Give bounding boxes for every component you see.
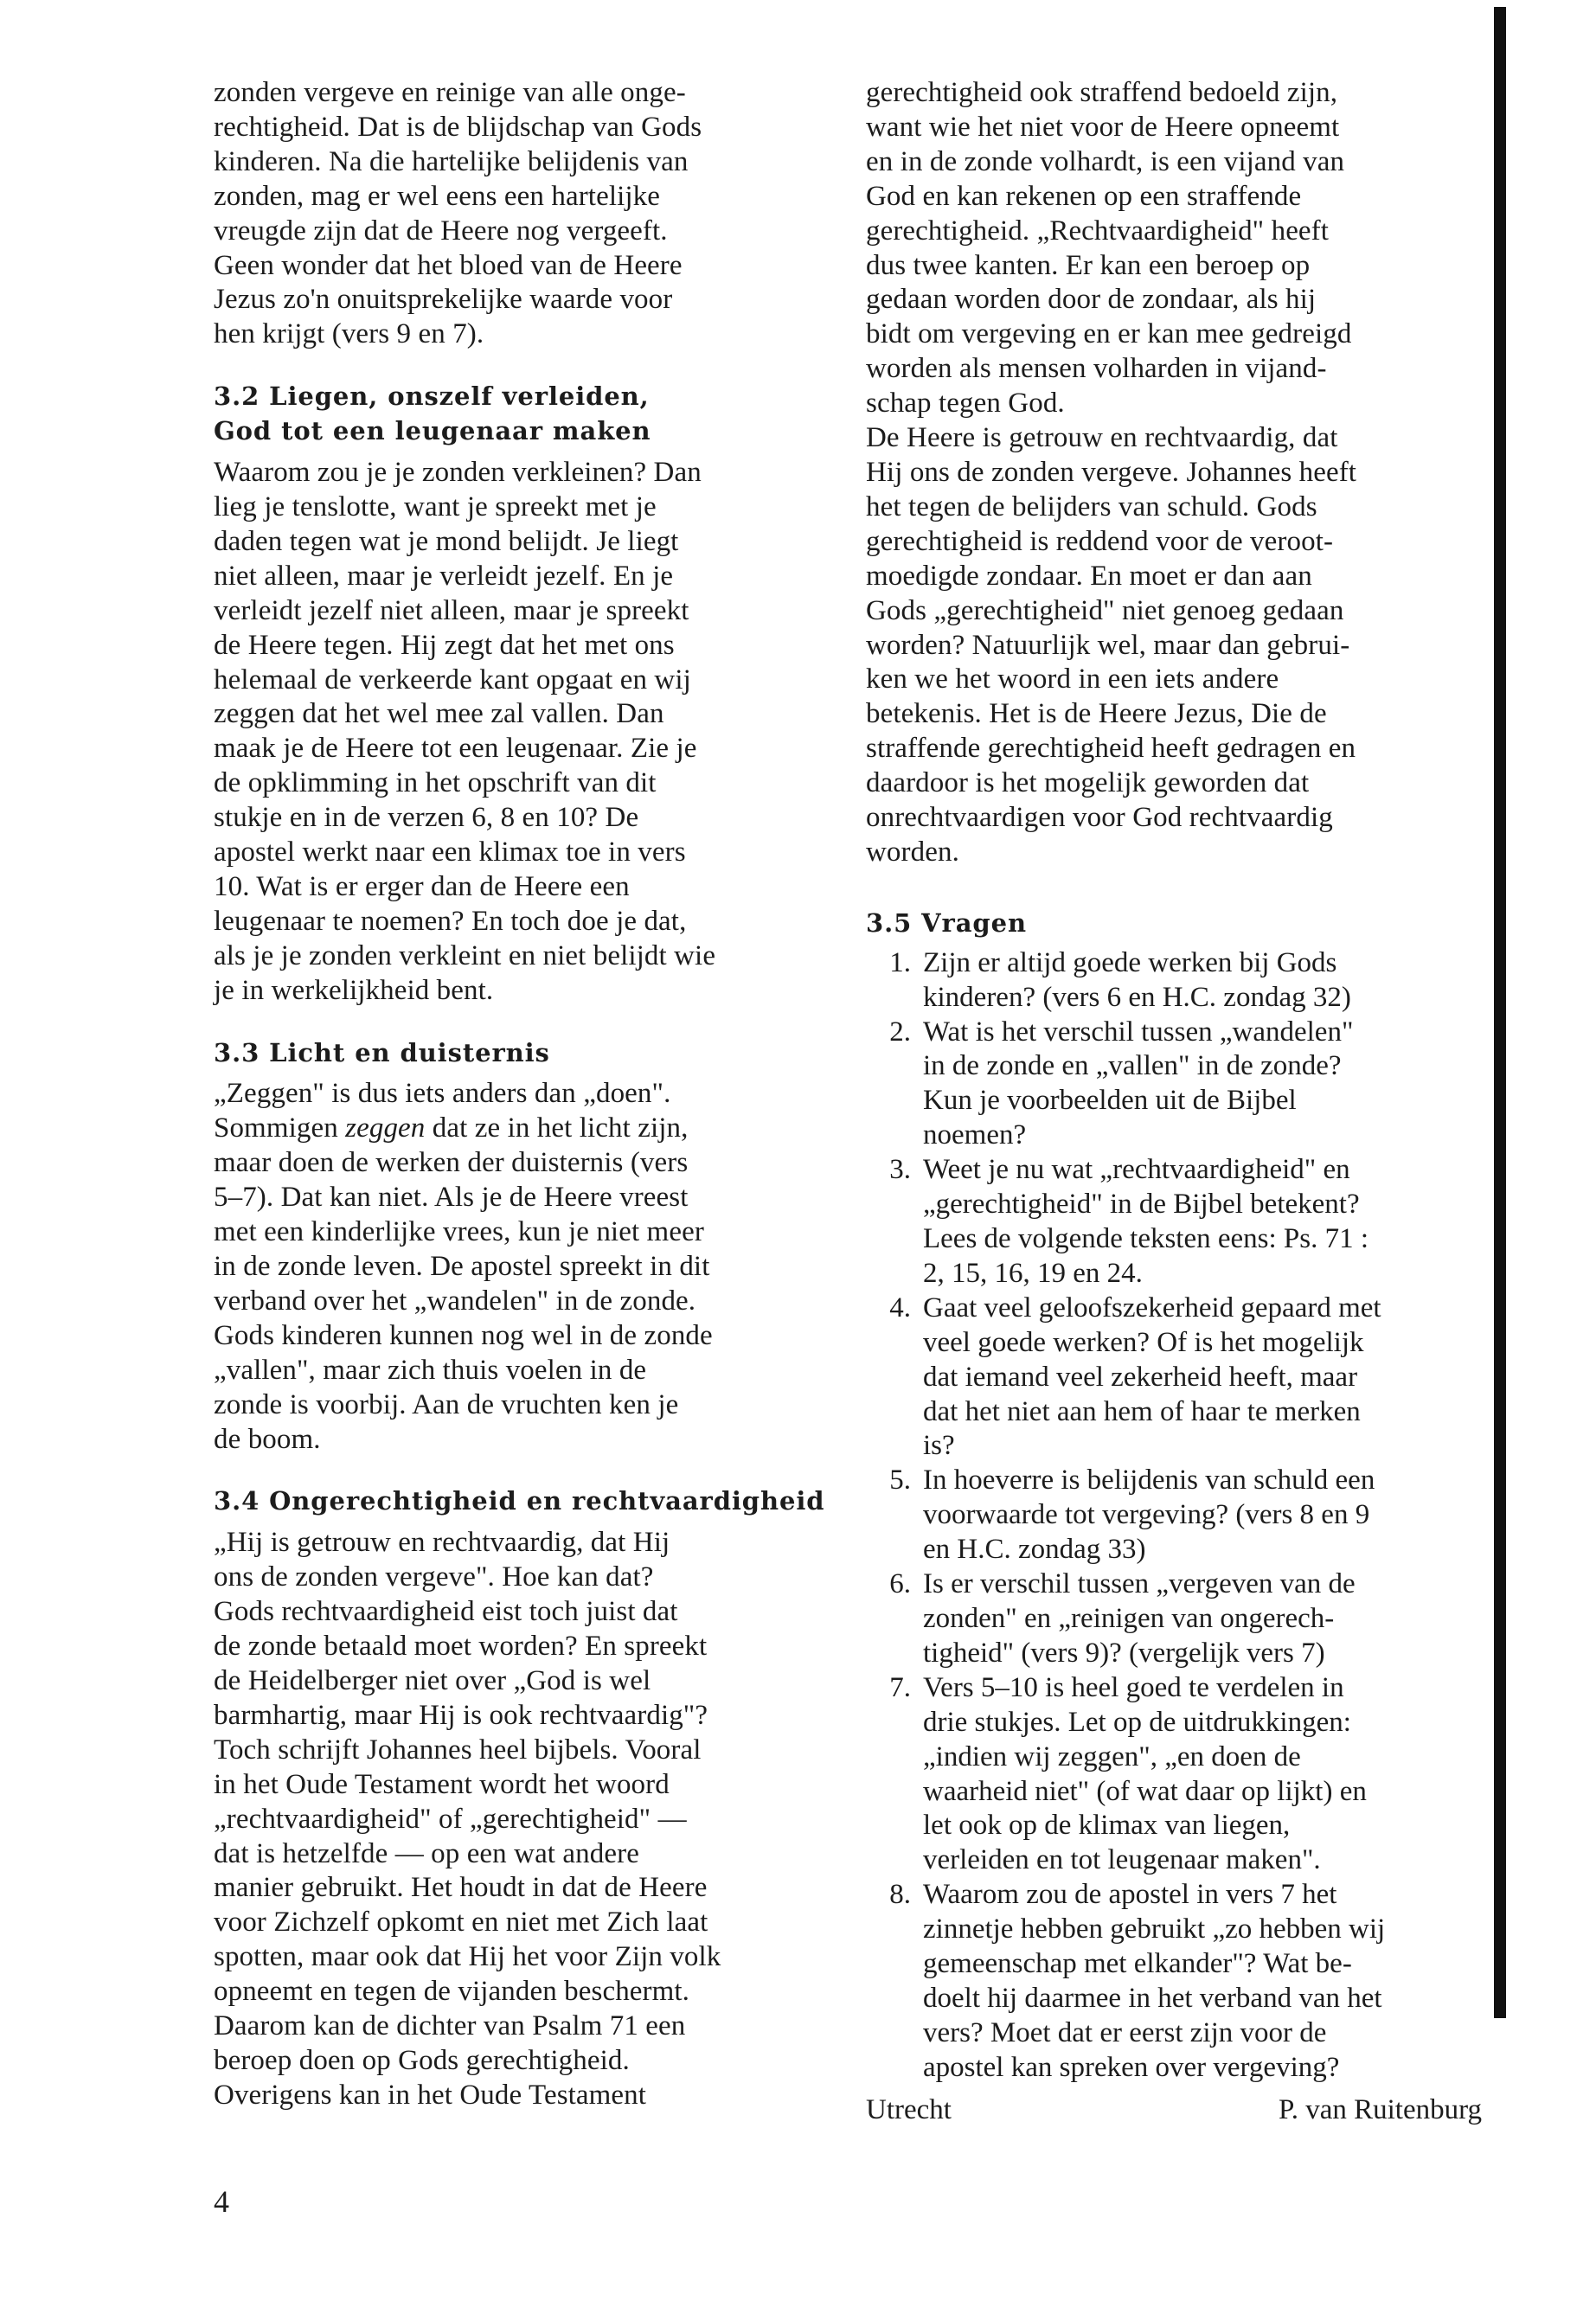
intro-paragraph: zonden vergeve en reinige van alle onge- rechtigheid. Dat is de blijdschap van Gods kinderen. Na die hartelijke belijdenis van zonden, mag er wel eens een hartelijke vreugde zijn dat de Heere nog vergeeft. Geen wonder dat het bloed van de Heere Jezus zo'n onuitsprekelijke waarde voor hen krijgt (vers 9 en 7). <box>214 77 702 350</box>
heading-3-5: 3.5 Vragen <box>866 907 1027 938</box>
question-item <box>866 946 1482 1016</box>
question-item <box>866 1153 1482 1292</box>
questions-list <box>866 946 1482 2086</box>
question-item <box>866 1671 1482 1878</box>
signature-place: Utrecht <box>866 2093 952 2125</box>
paragraph-3-3 <box>214 1077 836 1457</box>
question-text: Waarom zou de apostel in vers 7 het zinnetje hebben gebruikt „zo hebben wij gemeenschap met elkander"? Wat be- doelt hij daarmee in het verband van het vers? Moet dat er eerst zijn voor de apostel kan spreken over vergeving? <box>923 1879 1386 2083</box>
heading-3-4: 3.4 Ongerechtigheid en rechtvaardigheid <box>214 1486 825 1516</box>
question-number: 2. <box>889 1016 911 1048</box>
paragraph-3-2: Waarom zou je je zonden verkleinen? Dan lieg je tenslotte, want je spreekt met je daden tegen wat je mond belijdt. Je liegt niet alleen, maar je verleidt jezelf. En je verleidt jezelf niet alleen, maar je spreekt de Heere tegen. Hij zegt dat het met ons helemaal de verkeerde kant opgaat en wij zeggen dat het wel mee zal vallen. Dan maak je de Heere tot een leugenaar. Zie je de opklimming in het opschrift van dit stukje en in de verzen 6, 8 en 10? De apostel werkt naar een klimax toe in vers 10. Wat is er erger dan de Heere een leugenaar te noemen? En toch doe je dat, als je je zonden verkleint en niet belijdt wie je in werkelijkheid bent. <box>214 457 716 1006</box>
question-number: 5. <box>889 1465 911 1497</box>
question-number: 8. <box>889 1879 911 1911</box>
question-number: 4. <box>889 1292 911 1324</box>
question-number: 3. <box>889 1154 911 1186</box>
question-text: Wat is het verschil tussen „wandelen" in de zonde en „vallen" in de zonde? Kun je voorbeelden uit de Bijbel noemen? <box>923 1016 1354 1151</box>
page-number: 4 <box>214 2184 229 2219</box>
question-item <box>866 1567 1482 1671</box>
question-text: Weet je nu wat „rechtvaardigheid" en „gerechtigheid" in de Bijbel betekent? Lees de volgende teksten eens: Ps. 71 : 2, 15, 16, 19 en 24. <box>923 1154 1369 1289</box>
question-text: Is er verschil tussen „vergeven van de zonden" en „reinigen van ongerech- tigheid" (vers 9)? (vergelijk vers 7) <box>923 1568 1356 1669</box>
question-item <box>866 1878 1482 2085</box>
heading-3-2: 3.2 Liegen, onszelf verleiden, God tot een leugenaar maken <box>214 381 651 446</box>
left-column <box>214 76 836 2113</box>
paragraph-3-3-part-a: „Zeggen" is dus iets anders dan „doen". Sommigen <box>214 1078 671 1144</box>
paragraph-3-3-part-b: dat ze in het licht zijn, maar doen de werken der duisternis (vers 5–7). Dat kan niet. Als je de Heere vreest met een kinderlijke vrees, kun je niet meer in de zonde leven. De apostel spreekt in dit verband over het „wandelen" in de zonde. Gods kinderen kunnen nog wel in de zonde „vallen", maar zich thuis voelen in de zonde is voorbij. Aan de vruchten ken je de boom. <box>214 1112 713 1455</box>
scan-edge-bar <box>1494 7 1506 2018</box>
question-item <box>866 1292 1482 1465</box>
signature-line <box>866 2093 1482 2127</box>
paragraph-3-4: „Hij is getrouw en rechtvaardig, dat Hij ons de zonden vergeve". Hoe kan dat? Gods rechtvaardigheid eist toch juist dat de zonde betaald moet worden? En spreekt de Heidelberger niet over „God is wel barmhartig, maar Hij is ook rechtvaardig"? Toch schrijft Johannes heel bijbels. Vooral in het Oude Testament wordt het woord „rechtvaardigheid" of „gerechtigheid" — dat is hetzelfde — op een wat andere manier gebruikt. Het houdt in dat de Heere voor Zichzelf opkomt en niet met Zich laat spotten, maar ook dat Hij het voor Zijn volk opneemt en tegen de vijanden beschermt. Daarom kan de dichter van Psalm 71 een beroep doen op Gods gerechtigheid. Overigens kan in het Oude Testament <box>214 1527 721 2111</box>
right-column <box>866 76 1482 2127</box>
continuation-paragraph: gerechtigheid ook straffend bedoeld zijn, want wie het niet voor de Heere opneemt en in de zonde volhardt, is een vijand van God en kan rekenen op een straffende gerechtigheid. „Rechtvaardigheid" heeft dus twee kanten. Er kan een beroep op gedaan worden door de zondaar, als hij bidt om vergeving en er kan mee gedreigd worden als mensen volharden in vijand- schap tegen God. <box>866 77 1352 420</box>
question-text: Zijn er altijd goede werken bij Gods kinderen? (vers 6 en H.C. zondag 32) <box>923 946 1351 1013</box>
signature-author: P. van Ruitenburg <box>1279 2093 1482 2125</box>
question-text: Gaat veel geloofszekerheid gepaard met veel goede werken? Of is het mogelijk dat iemand veel zekerheid heeft, maar dat het niet aan hem of haar te merken is? <box>923 1292 1381 1462</box>
paragraph-3-3-emphasis: zeggen <box>345 1112 426 1144</box>
question-number: 7. <box>889 1671 911 1703</box>
continuation-paragraph-2: De Heere is getrouw en rechtvaardig, dat Hij ons de zonden vergeve. Johannes heeft het tegen de belijders van schuld. Gods gerechtigheid is reddend voor de veroot- moedigde zondaar. En moet er dan aan Gods „gerechtigheid" niet genoeg gedaan worden? Natuurlijk wel, maar dan gebrui- ken we het woord in een iets andere betekenis. Het is de Heere Jezus, Die de straffende gerechtigheid heeft gedragen en daardoor is het mogelijk geworden dat onrechtvaardigen voor God rechtvaardig worden. <box>866 422 1357 868</box>
question-item <box>866 1464 1482 1567</box>
question-number: 1. <box>889 946 911 978</box>
question-text: In hoeverre is belijdenis van schuld een voorwaarde tot vergeving? (vers 8 en 9 en H.C. zondag 33) <box>923 1465 1375 1566</box>
question-item <box>866 1016 1482 1154</box>
heading-3-3: 3.3 Licht en duisternis <box>214 1037 550 1067</box>
question-text: Vers 5–10 is heel goed te verdelen in drie stukjes. Let op de uitdrukkingen: „indien wij zeggen", „en doen de waarheid niet" (of wat daar op lijkt) en let ook op de klimax van liegen, verleiden en tot leugenaar maken". <box>923 1671 1367 1876</box>
question-number: 6. <box>889 1568 911 1600</box>
